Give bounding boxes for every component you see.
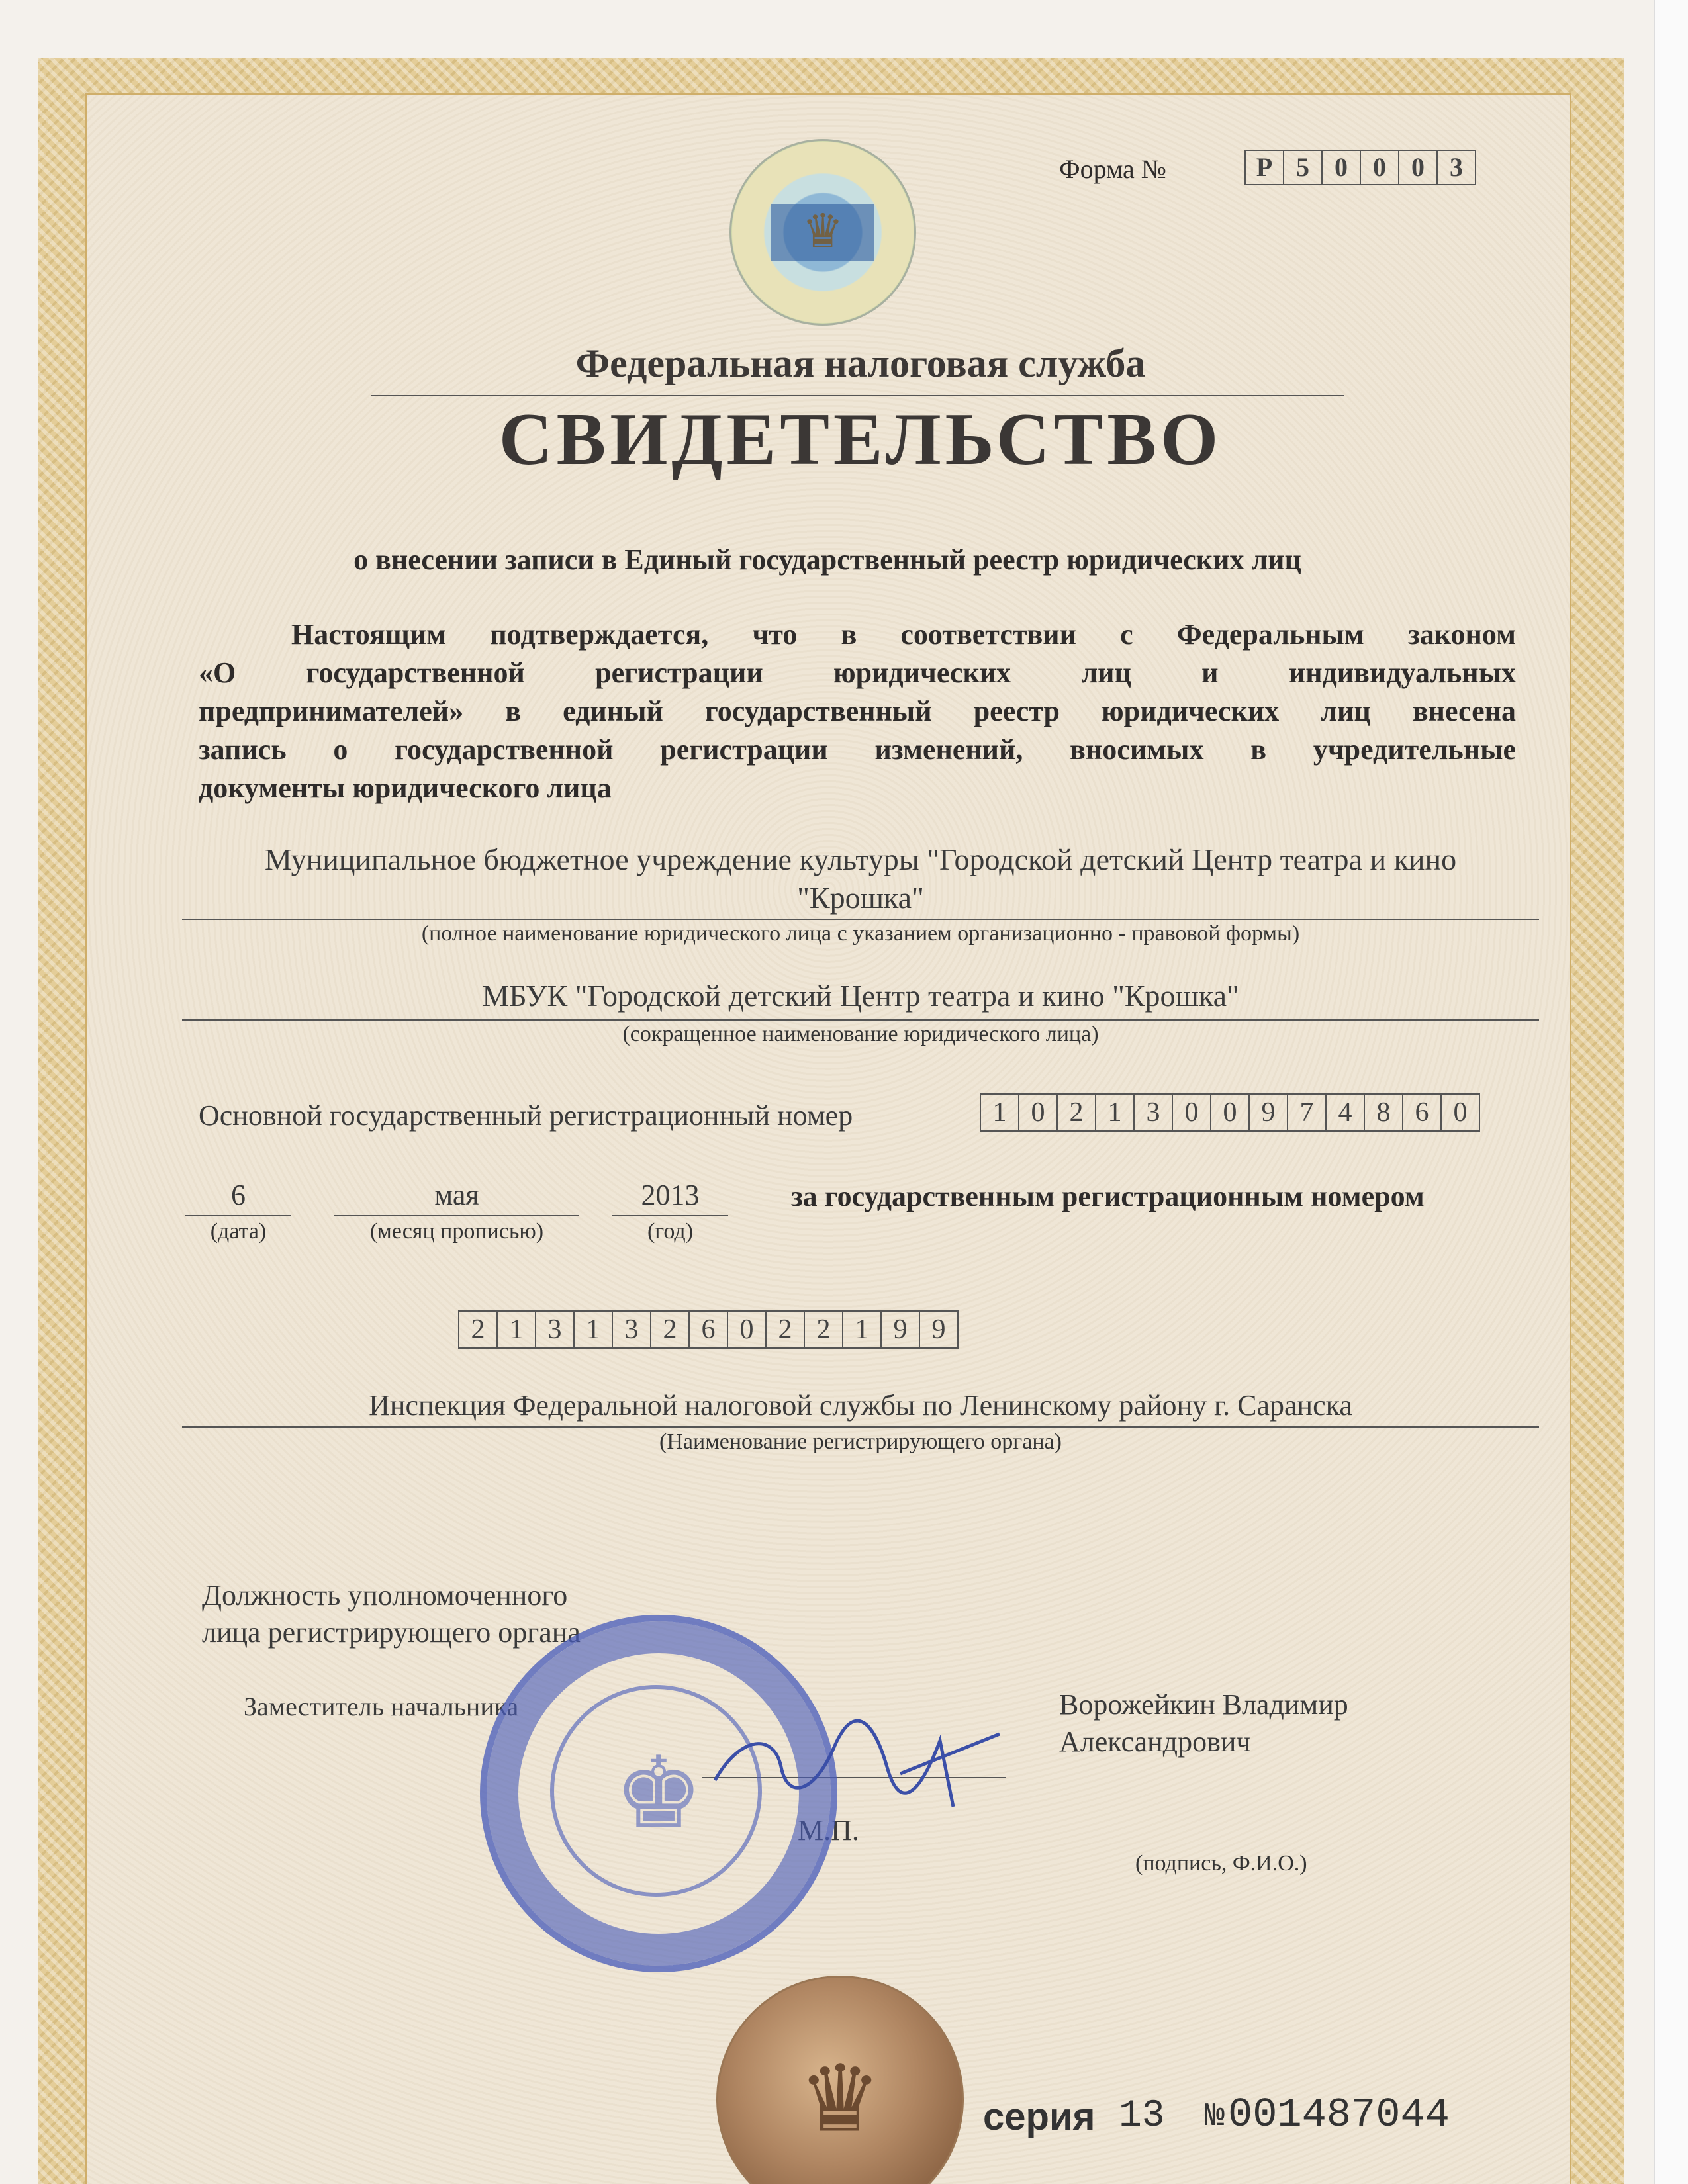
date-day: 6	[231, 1179, 246, 1211]
page-subtitle: о внесении записи в Единый государственный реестр юридических лиц	[353, 543, 1301, 576]
signatory-name-line1: Ворожейкин Владимир	[1059, 1688, 1348, 1721]
body-paragraph	[199, 615, 1516, 807]
grn-digit: 2	[471, 1314, 485, 1345]
form-code-cell: 0	[1398, 151, 1436, 184]
body-line: Настоящим подтверждается, что в соответствии с Федеральным законом	[291, 618, 1516, 651]
form-label: Форма №	[1059, 154, 1166, 184]
entity-full-name-line1: Муниципальное бюджетное учреждение культуры "Городской детский Центр театра и кино	[264, 842, 1457, 876]
signatory-name-line2: Александрович	[1059, 1725, 1251, 1758]
year-caption: (год)	[647, 1219, 694, 1244]
entity-short-name: МБУК "Городской детский Центр театра и кино "Крошка"	[482, 979, 1239, 1013]
agency-name: Федеральная налоговая служба	[575, 341, 1146, 385]
page-title: СВИДЕТЕЛЬСТВО	[498, 398, 1223, 480]
ogrn-digit: 2	[1056, 1095, 1095, 1130]
ogrn-cells	[980, 1093, 1480, 1132]
ogrn-digit: 0	[1018, 1095, 1056, 1130]
number-label: №	[1205, 2098, 1225, 2136]
form-code-cell: 0	[1321, 151, 1360, 184]
grn-digit: 3	[612, 1312, 650, 1347]
ogrn-digit: 8	[1364, 1095, 1402, 1130]
eagle-emblem-icon: ♛	[798, 2048, 882, 2152]
ogrn-digit: 7	[1287, 1095, 1325, 1130]
registration-number-label: за государственным регистрационным номером	[791, 1180, 1425, 1212]
body-line: предпринимателей» в единый государственный реестр юридических лиц внесена	[199, 695, 1516, 727]
day-caption: (дата)	[210, 1219, 267, 1244]
series-label: серия	[983, 2095, 1096, 2138]
entity-full-name-line2: "Крошка"	[797, 881, 924, 915]
ogrn-digit: 1	[992, 1097, 1007, 1128]
hologram-emblem	[729, 139, 916, 326]
grn-digit: 3	[535, 1312, 573, 1347]
form-code-cell: 5	[1283, 151, 1321, 184]
ogrn-digit: 1	[1095, 1095, 1133, 1130]
body-line: «О государственной регистрации юридических лиц и индивидуальных	[199, 657, 1516, 689]
svg-text:♛: ♛	[802, 206, 844, 257]
eagle-icon: ♚	[614, 1739, 704, 1849]
signatory-position: Заместитель начальника	[244, 1692, 519, 1721]
body-line: документы юридического лица	[199, 772, 612, 804]
full-name-rule	[182, 919, 1539, 920]
position-label-line1: Должность уполномоченного	[202, 1579, 568, 1612]
scan-edge	[1654, 0, 1688, 2184]
seal-place-label: М.П.	[798, 1814, 859, 1846]
position-label-line2: лица регистрирующего органа	[202, 1616, 581, 1649]
signature-caption: (подпись, Ф.И.О.)	[1135, 1851, 1307, 1876]
ogrn-digit: 0	[1440, 1095, 1479, 1130]
ogrn-digit: 9	[1248, 1095, 1287, 1130]
short-name-caption: (сокращенное наименование юридического лица)	[622, 1022, 1099, 1046]
authority-rule	[182, 1426, 1539, 1428]
date-year: 2013	[641, 1179, 700, 1211]
grn-digit: 1	[573, 1312, 612, 1347]
ogrn-label: Основной государственный регистрационный номер	[199, 1099, 853, 1132]
ogrn-digit: 0	[1210, 1095, 1248, 1130]
form-code-cell: 0	[1360, 151, 1398, 184]
handwritten-signature	[702, 1694, 1006, 1827]
form-code-cell: Р	[1256, 152, 1273, 182]
series-value: 13	[1119, 2095, 1165, 2138]
ogrn-digit: 4	[1325, 1095, 1364, 1130]
authority-name: Инспекция Федеральной налоговой службы по Ленинскому району г. Саранска	[369, 1389, 1352, 1422]
grn-digit: 2	[765, 1312, 804, 1347]
grn-digit: 0	[727, 1312, 765, 1347]
short-name-rule	[182, 1019, 1539, 1021]
day-rule	[185, 1215, 291, 1216]
grn-digit: 6	[688, 1312, 727, 1347]
grn-digit: 2	[650, 1312, 688, 1347]
ogrn-digit: 3	[1133, 1095, 1172, 1130]
ogrn-digit: 6	[1402, 1095, 1440, 1130]
ogrn-digit: 0	[1172, 1095, 1210, 1130]
month-caption: (месяц прописью)	[369, 1219, 544, 1244]
grn-digit: 1	[496, 1312, 535, 1347]
grn-digit: 9	[919, 1312, 957, 1347]
month-rule	[334, 1215, 579, 1216]
form-code-cells	[1244, 150, 1476, 185]
date-month: мая	[434, 1179, 479, 1211]
grn-digit: 2	[804, 1312, 842, 1347]
body-line: запись о государственной регистрации изменений, вносимых в учредительные	[199, 733, 1516, 766]
authority-caption: (Наименование регистрирующего органа)	[659, 1430, 1062, 1454]
year-rule	[612, 1215, 728, 1216]
grn-digit: 9	[880, 1312, 919, 1347]
form-code-cell: 3	[1436, 151, 1475, 184]
header-rule	[371, 395, 1344, 396]
grn-cells	[458, 1310, 959, 1349]
grn-digit: 1	[842, 1312, 880, 1347]
full-name-caption: (полное наименование юридического лица с указанием организационно - правовой формы)	[421, 921, 1300, 946]
certificate-number: 001487044	[1228, 2091, 1450, 2138]
